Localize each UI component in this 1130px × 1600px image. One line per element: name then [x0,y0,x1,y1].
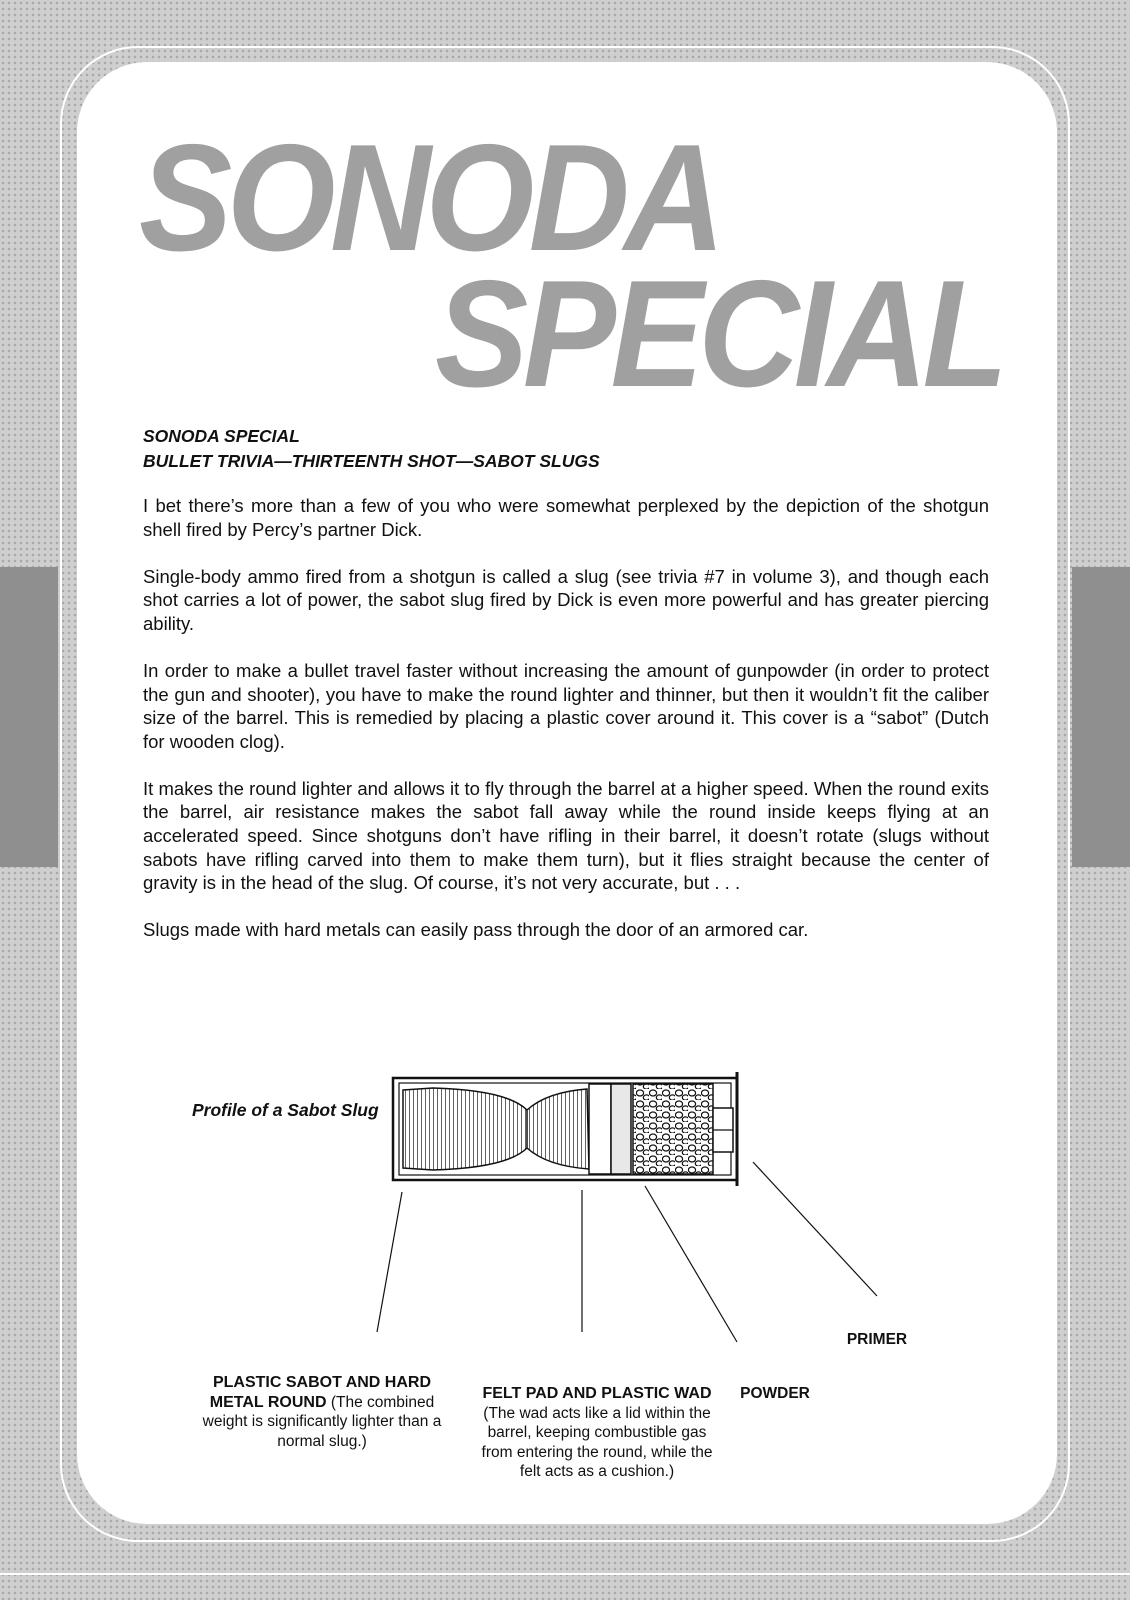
content-card [77,62,1057,1524]
page-title-line-1: SONODA [139,113,720,283]
label-felt-pad-desc: (The wad acts like a lid within the barrel, keeping combustible gas from entering the round, while the felt acts as a cushion.) [481,1404,713,1480]
label-plastic-sabot-title: PLASTIC SABOT AND HARD METAL ROUND [209,1374,432,1411]
subheading-line-1: SONODA SPECIAL [143,426,300,446]
subheading-line-2: BULLET TRIVIA—THIRTEENTH SHOT—SABOT SLUGS [143,451,600,471]
left-side-tab [0,567,58,867]
label-plastic-sabot [197,1373,447,1451]
label-plastic-sabot-desc: (The combined weight is significantly lighter than a normal slug.) [202,1393,442,1450]
paragraph: It makes the round lighter and allows it to fly through the barrel at a higher speed. When the round exits the barrel, air resistance makes the sabot fall away while the round inside keeps flying at an accelerated speed. Since shotguns don’t have rifling in their barrel, it doesn’t rotate (slugs without sabots have rifling carved into them to make them turn), but it flies straight because the center of gravity is in the head of the slug. Of course, it’s not very accurate, but . . . [143,777,989,894]
sabot-slug-figure [77,1012,1057,1492]
label-felt-pad-title: FELT PAD AND PLASTIC WAD [482,1385,712,1402]
page-title-line-2: SPECIAL [435,249,1003,419]
leader-primer [753,1162,877,1296]
label-felt-pad [472,1384,722,1482]
right-side-tab [1072,567,1130,867]
figure-caption: Profile of a Sabot Slug [192,1100,379,1120]
label-primer: PRIMER [846,1331,908,1348]
paragraph: Slugs made with hard metals can easily pass through the door of an armored car. [143,919,809,941]
primer-cap [713,1108,733,1152]
subheading [143,424,600,474]
leader-powder [645,1186,737,1342]
article-body [143,494,989,965]
label-powder: POWDER [740,1385,810,1402]
sabot-round [403,1088,531,1170]
paragraph: I bet there’s more than a few of you who were somewhat perplexed by the depiction of the shotgun shell fired by Percy’s partner Dick. [143,495,989,540]
felt-pad [589,1084,611,1174]
plastic-wad [611,1084,631,1174]
paragraph: Single-body ammo fired from a shotgun is called a slug (see trivia #7 in volume 3), and though each shot carries a lot of power, the sabot slug fired by Dick is even more powerful and has greater piercing ability. [143,565,989,634]
leader-sabot [377,1192,402,1332]
paragraph: In order to make a bullet travel faster without increasing the amount of gunpowder (in order to protect the gun and shooter), you have to make the round lighter and thinner, but then it wouldn’t fit the caliber size of the barrel. This is remedied by placing a plastic cover around it. This cover is a “sabot” (Dutch for wooden clog). [143,659,989,752]
powder-charge [633,1084,713,1174]
bottom-divider [0,1573,1130,1575]
